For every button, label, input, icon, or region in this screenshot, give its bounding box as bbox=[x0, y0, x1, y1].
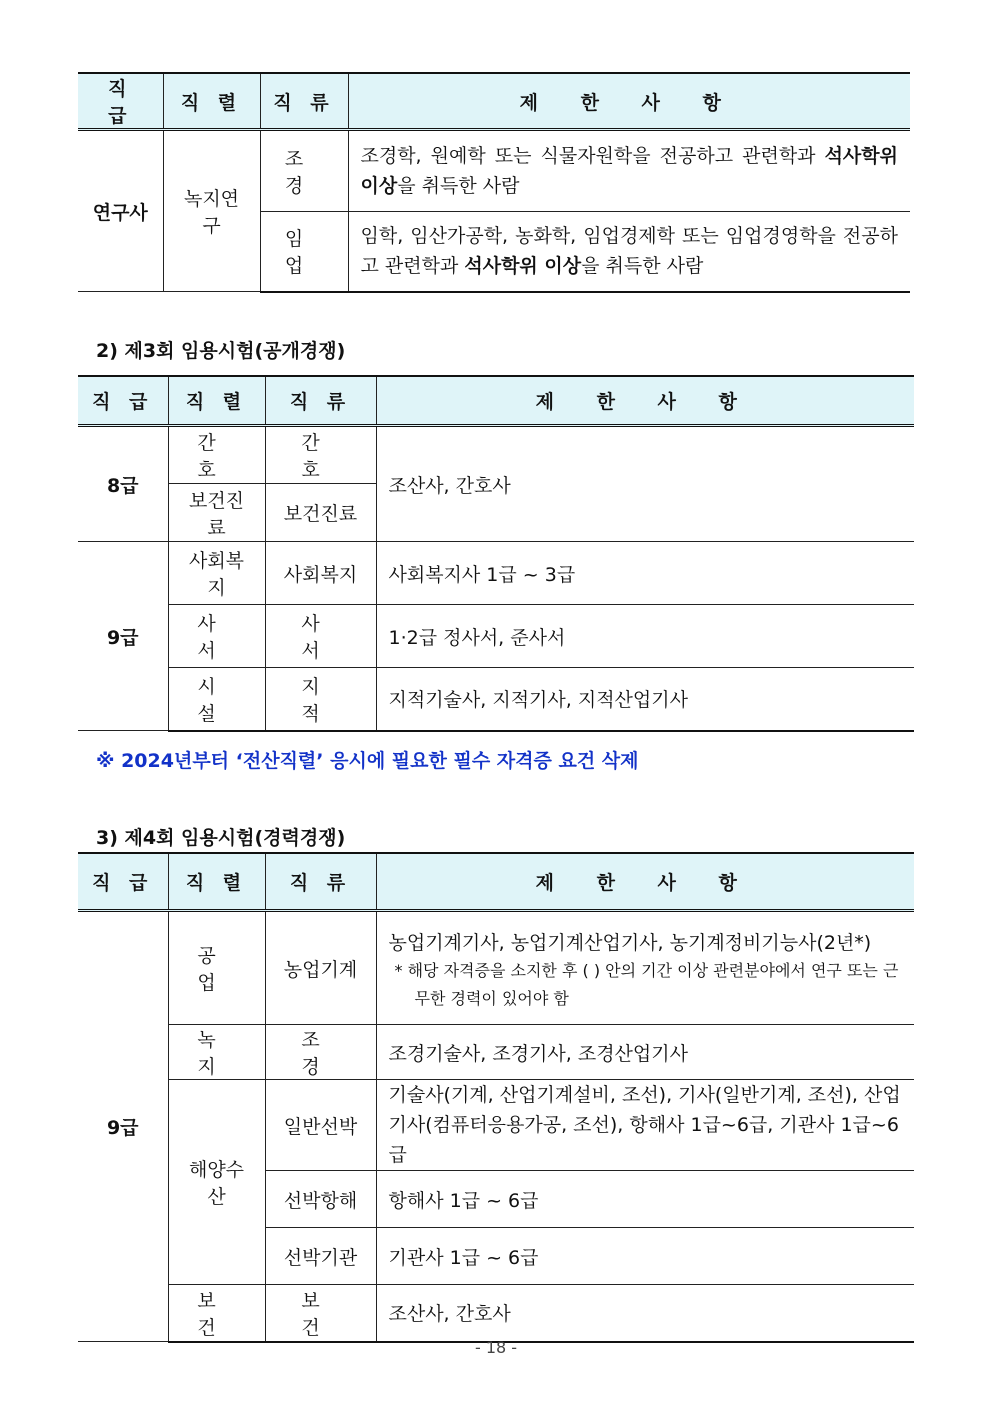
table-row bbox=[78, 130, 910, 212]
series-cell: 녹지연구 bbox=[163, 130, 260, 292]
table-row bbox=[78, 1285, 914, 1342]
table-career-competition bbox=[78, 852, 914, 1343]
category-cell: 조 경 bbox=[265, 1025, 376, 1080]
restriction-cell: 지적기술사, 지적기사, 지적산업기사 bbox=[376, 668, 914, 731]
header-category: 직 류 bbox=[260, 73, 348, 130]
series-cell: 해양수산 bbox=[168, 1080, 265, 1285]
notice-text: ※ 2024년부터 ‘전산직렬’ 응시에 필요한 필수 자격증 요건 삭제 bbox=[96, 750, 639, 772]
grade-cell: 8급 bbox=[78, 426, 168, 542]
header-grade: 직 급 bbox=[78, 376, 168, 426]
table-row bbox=[78, 605, 914, 668]
header-restriction: 제 한 사 항 bbox=[376, 376, 914, 426]
table-research bbox=[78, 72, 910, 293]
table-open-competition bbox=[78, 375, 914, 732]
header-grade: 직 급 bbox=[78, 853, 168, 911]
header-series: 직 렬 bbox=[168, 853, 265, 911]
table-row bbox=[78, 668, 914, 731]
restriction-cell: 조산사, 간호사 bbox=[376, 426, 914, 542]
series-cell: 사회복지 bbox=[168, 542, 265, 605]
restriction-cell: 임학, 임산가공학, 농화학, 임업경제학 또는 임업경영학을 전공하고 관련학과 석사학위 이상을 취득한 사람 bbox=[348, 212, 910, 292]
table-row bbox=[78, 911, 914, 1025]
page-number: - 18 - bbox=[474, 1338, 518, 1357]
restriction-cell: 항해사 1급 ~ 6급 bbox=[376, 1171, 914, 1228]
header-series: 직 렬 bbox=[163, 73, 260, 130]
category-cell: 선박항해 bbox=[265, 1171, 376, 1228]
category-cell: 지 적 bbox=[265, 668, 376, 731]
table-row bbox=[78, 1080, 914, 1171]
grade-cell: 연구사 bbox=[78, 130, 163, 292]
grade-cell: 9급 bbox=[78, 542, 168, 731]
restriction-text: 농업기계기사, 농업기계산업기사, 농기계정비기능사(2년*) bbox=[388, 931, 872, 954]
category-cell: 농업기계 bbox=[265, 911, 376, 1025]
header-series: 직 렬 bbox=[168, 376, 265, 426]
series-cell: 사 서 bbox=[168, 605, 265, 668]
restriction-cell bbox=[376, 911, 914, 1025]
series-cell: 공 업 bbox=[168, 911, 265, 1025]
restriction-cell: 조산사, 간호사 bbox=[376, 1285, 914, 1342]
category-cell: 선박기관 bbox=[265, 1228, 376, 1285]
category-cell: 사회복지 bbox=[265, 542, 376, 605]
header-category: 직 류 bbox=[265, 376, 376, 426]
restriction-cell: 사회복지사 1급 ~ 3급 bbox=[376, 542, 914, 605]
series-cell: 녹 지 bbox=[168, 1025, 265, 1080]
series-cell: 보건진료 bbox=[168, 484, 265, 542]
table-row bbox=[78, 542, 914, 605]
footnote-text: * 해당 자격증을 소지한 후 ( ) 안의 기간 이상 관련분야에서 연구 또는 근무한 경력이 있어야 함 bbox=[394, 960, 899, 1008]
category-cell: 일반선박 bbox=[265, 1080, 376, 1171]
category-cell: 사 서 bbox=[265, 605, 376, 668]
category-cell: 보 건 bbox=[265, 1285, 376, 1342]
table-header-row bbox=[78, 853, 914, 911]
table-header-row bbox=[78, 376, 914, 426]
header-restriction: 제 한 사 항 bbox=[376, 853, 914, 911]
category-cell: 보건진료 bbox=[265, 484, 376, 542]
table-header-row bbox=[78, 73, 910, 130]
restriction-cell: 기술사(기계, 산업기계설비, 조선), 기사(일반기계, 조선), 산업기사(컴퓨터응용가공, 조선), 항해사 1급~6급, 기관사 1급~6급 bbox=[376, 1080, 914, 1171]
header-category: 직 류 bbox=[265, 853, 376, 911]
section-heading: 2) 제3회 임용시험(공개경쟁) bbox=[96, 340, 346, 362]
restriction-cell: 조경기술사, 조경기사, 조경산업기사 bbox=[376, 1025, 914, 1080]
table-row bbox=[78, 1025, 914, 1080]
series-cell: 간 호 bbox=[168, 426, 265, 484]
section-heading: 3) 제4회 임용시험(경력경쟁) bbox=[96, 827, 346, 849]
series-cell: 시 설 bbox=[168, 668, 265, 731]
category-cell: 간 호 bbox=[265, 426, 376, 484]
category-cell: 조 경 bbox=[260, 130, 348, 212]
restriction-cell: 기관사 1급 ~ 6급 bbox=[376, 1228, 914, 1285]
header-restriction: 제 한 사 항 bbox=[348, 73, 910, 130]
header-grade: 직 급 bbox=[78, 73, 163, 130]
table-row bbox=[78, 426, 914, 484]
series-cell: 보 건 bbox=[168, 1285, 265, 1342]
category-cell: 임 업 bbox=[260, 212, 348, 292]
restriction-cell: 조경학, 원예학 또는 식물자원학을 전공하고 관련학과 석사학위 이상을 취득한 사람 bbox=[348, 130, 910, 212]
restriction-cell: 1·2급 정사서, 준사서 bbox=[376, 605, 914, 668]
grade-cell: 9급 bbox=[78, 911, 168, 1342]
